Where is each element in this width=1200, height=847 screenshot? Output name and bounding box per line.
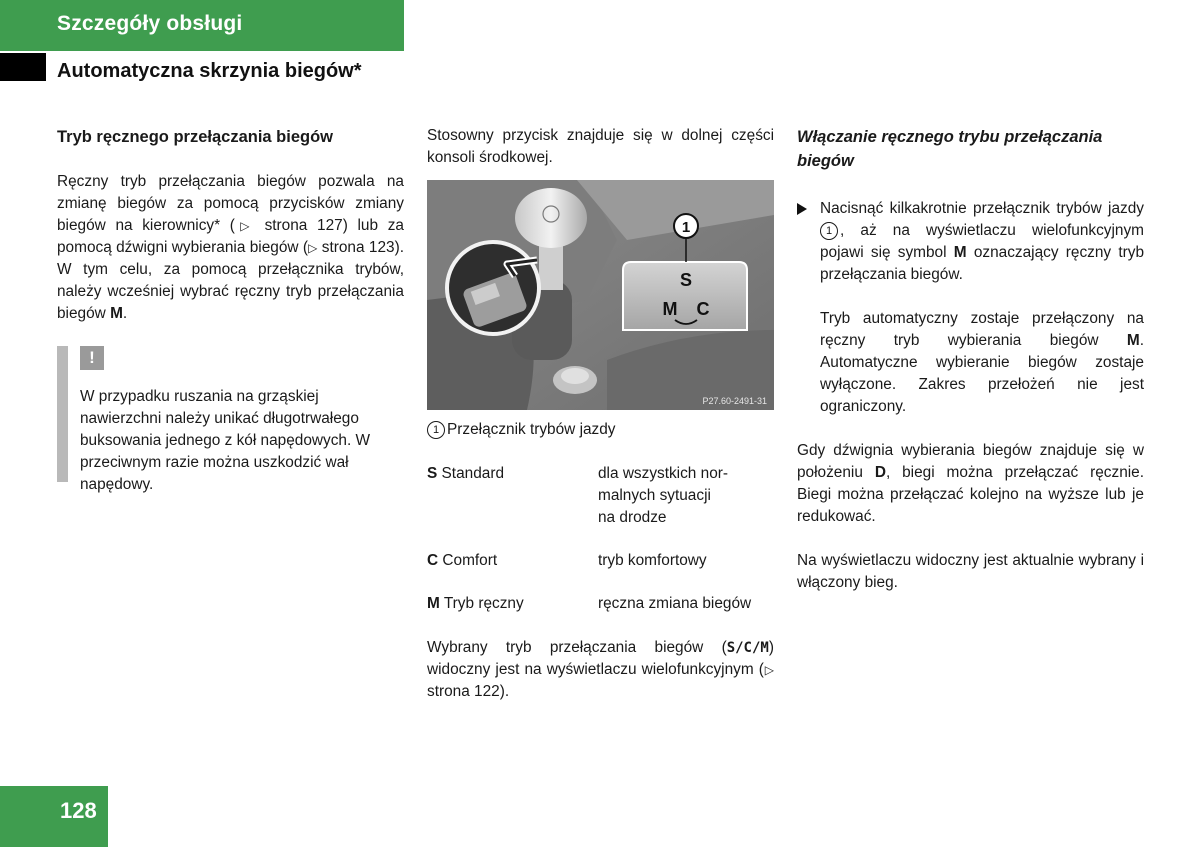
mode-table bbox=[427, 463, 774, 615]
callout-1-icon: 1 bbox=[820, 222, 838, 240]
warning-bar bbox=[57, 346, 68, 482]
heading-manual-mode: Tryb ręcznego przełączania biegów bbox=[57, 128, 333, 146]
section-header-band bbox=[0, 0, 404, 51]
column-middle bbox=[427, 125, 774, 169]
paragraph-display: Na wyświetlaczu widoczny jest aktualnie wybrany i włączony bieg. bbox=[797, 552, 1144, 591]
mode-row-comfort: C Comfort tryb komfortowy bbox=[427, 552, 707, 569]
page-ref-icon: ▷ bbox=[763, 663, 774, 677]
section-title: Szczegóły obsługi bbox=[57, 12, 243, 35]
page-ref-icon: ▷ bbox=[308, 241, 318, 255]
column-right bbox=[797, 125, 1144, 594]
column-left bbox=[57, 125, 404, 325]
instruction-note: Tryb automatyczny zostaje przełączony na ręczny tryb wybierania biegów M. Automatyczne wybieranie biegów zostaje wyłączone. Zakres przełożeń nie jest ograniczony. bbox=[820, 310, 1144, 415]
page-number-band bbox=[0, 786, 108, 847]
switch-label-m: M bbox=[662, 299, 678, 319]
figure-caption: 1 Przełącznik trybów jazdy bbox=[427, 419, 774, 441]
switch-label-c: C bbox=[696, 299, 710, 319]
exclamation-icon: ! bbox=[80, 346, 104, 370]
heading-enable-manual: Włączanie ręcznego trybu przełączania biegów bbox=[797, 128, 1103, 170]
mode-row-standard: S Standard dla wszystkich nor- malnych sytuacji na drodze bbox=[427, 465, 729, 526]
warning-text: W przypadku ruszania na grząskiej nawierzchni należy unikać długotrwałego buksowania jednego z kół napędowych. W przeciwnym razie można uszkodzić wał napędowy. bbox=[80, 388, 371, 493]
page-number: 128 bbox=[60, 798, 97, 823]
instruction-step: Nacisnąć kilkakrotnie przełącznik trybów jazdy 1 , aż na wyświetlaczu wielofunkcyjnym pojawi się symbol M oznaczający ręczny tryb przełączania biegów. bbox=[797, 198, 1144, 286]
figure-code: P27.60-2491-31 bbox=[702, 396, 767, 406]
paragraph-d-position: Gdy dźwignia wybierania biegów znajduje się w położeniu D, biegi można przełączać ręcznie. Biegi można przełączać kolejno na wyższe lub je redukować. bbox=[797, 442, 1145, 525]
arrow-right-icon bbox=[797, 203, 807, 215]
section-marker bbox=[0, 53, 46, 81]
callout-1-icon: 1 bbox=[427, 421, 445, 439]
page-subtitle: Automatyczna skrzynia biegów* bbox=[57, 60, 362, 82]
figure-callout: 1 bbox=[681, 219, 691, 236]
paragraph-manual-mode: Ręczny tryb przełączania biegów pozwala na zmianę biegów za pomocą przycisków zmiany biegów na kierownicy* (▷ strona 127) lub za pomocą dźwigni wybierania biegów (▷ strona 123). W tym celu, za pomocą przełącznika trybów, należy wcześniej wybrać ręczny tryb przełączania biegów M. bbox=[57, 173, 404, 322]
intro-text: Stosowny przycisk znajduje się w dolnej części konsoli środkowej. bbox=[427, 127, 774, 166]
mode-row-manual: M Tryb ręczny ręczna zmiana biegów bbox=[427, 595, 752, 612]
warning-box bbox=[57, 346, 404, 493]
switch-label-s: S bbox=[679, 270, 693, 290]
mode-code: S/C/M bbox=[726, 640, 769, 656]
gear-selector-photo bbox=[427, 180, 774, 410]
page-ref-icon: ▷ bbox=[234, 219, 255, 233]
selected-mode-text: Wybrany tryb przełączania biegów (S/C/M) widoczny jest na wyświetlaczu wielofunkcyjnym (▷ strona 122). bbox=[427, 639, 774, 700]
